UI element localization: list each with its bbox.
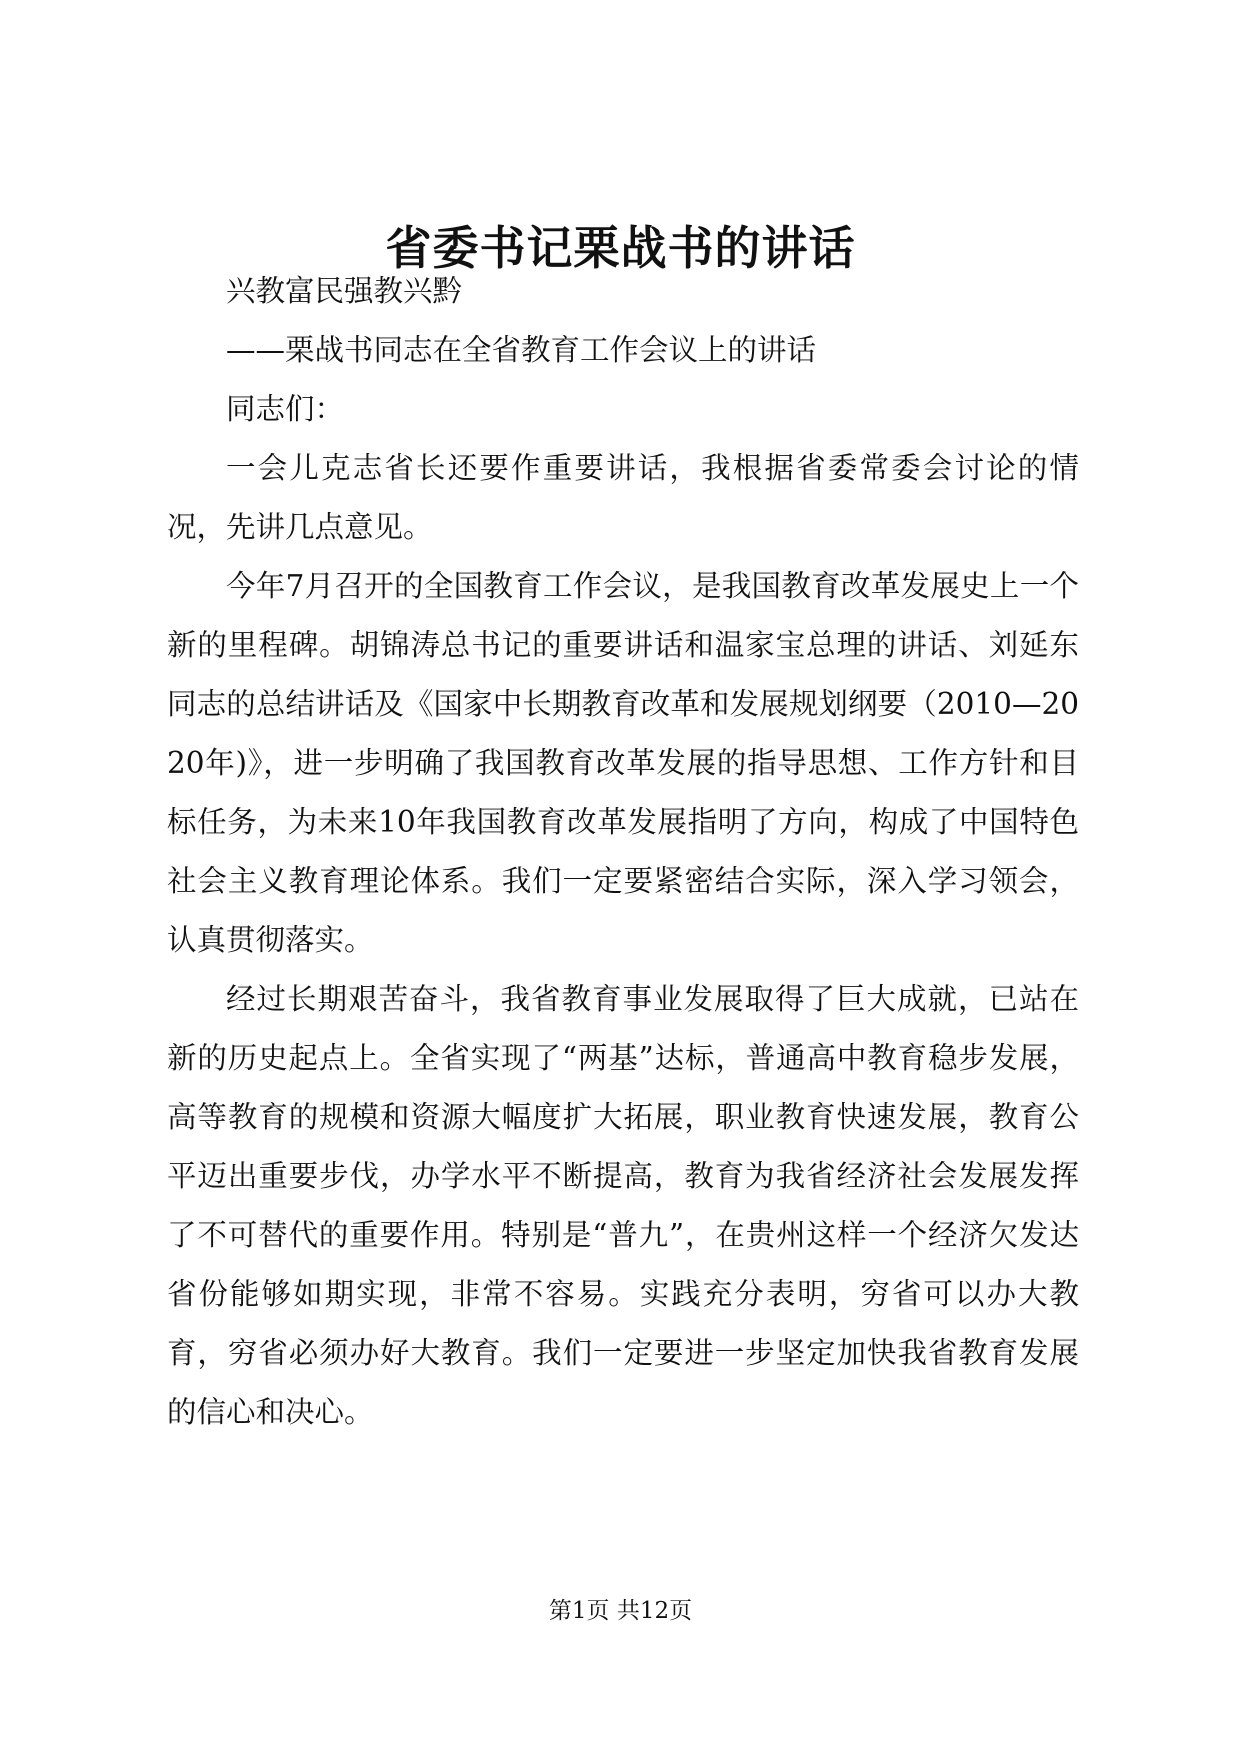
page-footer: 第1页 共12页 bbox=[548, 1598, 693, 1624]
body-paragraph: 一会儿克志省长还要作重要讲话，我根据省委常委会讨论的情况，先讲几点意见。 bbox=[167, 451, 1079, 544]
subtitle-paragraph: 兴教富民强教兴黔 bbox=[226, 274, 463, 308]
body-paragraph: 经过长期艰苦奋斗，我省教育事业发展取得了巨大成就，已站在新的历史起点上。全省实现了“两基”达标，普通高中教育稳步发展，高等教育的规模和资源大幅度扩大拓展，职业教育快速发展，教育公平迈出重要步伐，办学水平不断提高，教育为我省经济社会发展发挥了不可替代的重要作用。特别是“普九”，在贵州这样一个经济欠发达省份能够如期实现，非常不容易。实践充分表明，穷省可以办大教育，穷省必须办好大教育。我们一定要进一步坚定加快我省教育发展的信心和决心。 bbox=[167, 982, 1079, 1429]
body-paragraph: 今年7月召开的全国教育工作会议，是我国教育改革发展史上一个新的里程碑。胡锦涛总书记的重要讲话和温家宝总理的讲话、刘延东同志的总结讲话及《国家中长期教育改革和发展规划纲要（2010—2020年)》，进一步明确了我国教育改革发展的指导思想、工作方针和目标任务，为未来10年我国教育改革发展指明了方向，构成了中国特色社会主义教育理论体系。我们一定要紧密结合实际，深入学习领会，认真贯彻落实。 bbox=[167, 569, 1079, 957]
document-title: 省委书记栗战书的讲话 bbox=[385, 221, 856, 275]
document-body bbox=[167, 262, 1079, 1442]
salutation: 同志们： bbox=[226, 392, 345, 426]
speaker-line: ——栗战书同志在全省教育工作会议上的讲话 bbox=[226, 333, 817, 367]
